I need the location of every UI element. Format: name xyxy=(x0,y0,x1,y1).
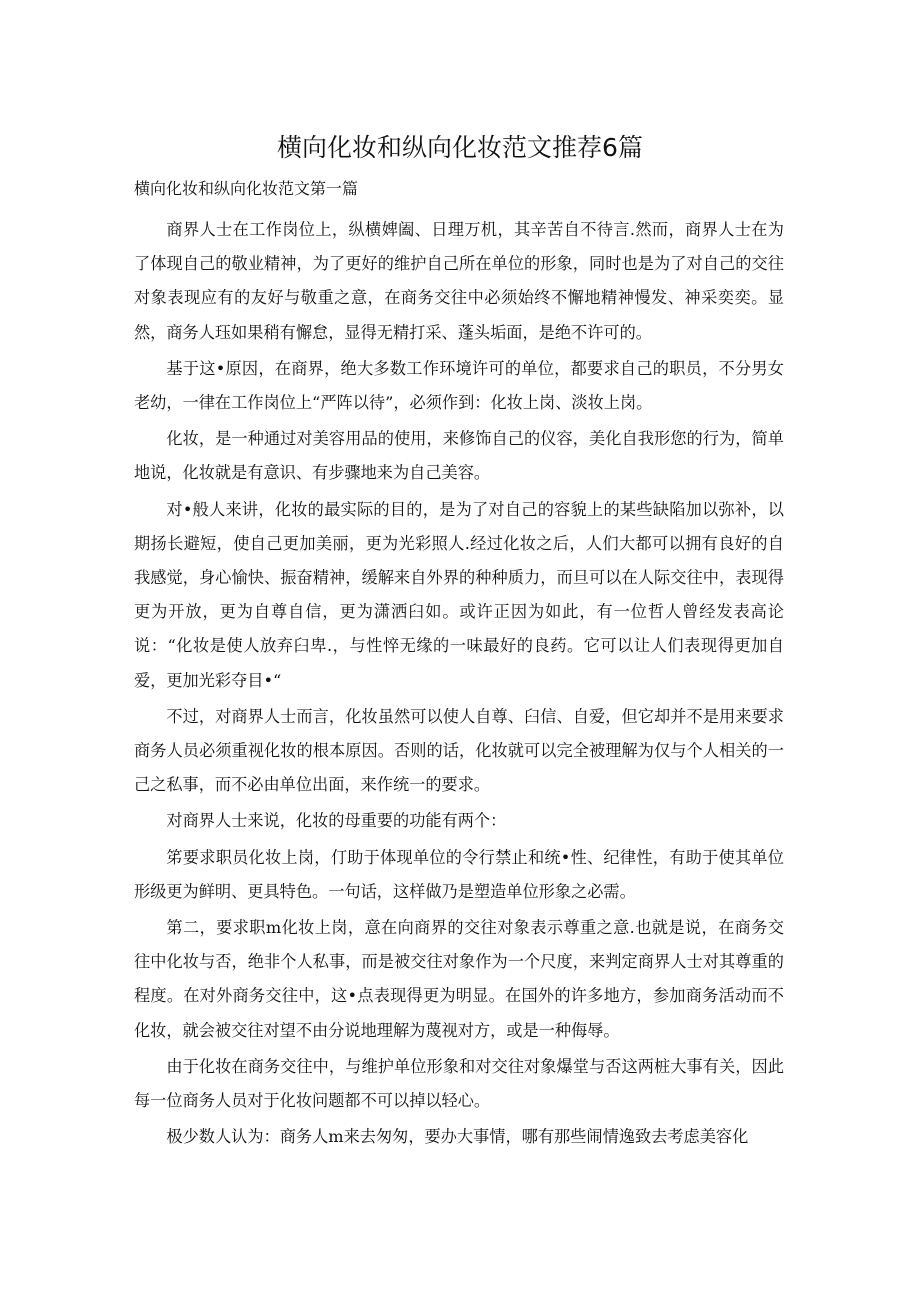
paragraph: 第二，要求职m化妆上岗，意在向商界的交往对象表示尊重之意.也就是说，在商务交往中化妆与否，绝非个人私事，而是被交往对象作为一个尺度，来判定商界人士对其尊重的程度。在对外商务交往中，这•点表现得更为明显。在国外的许多地方，参加商务活动而不化妆，就会被交往对望不由分说地理解为蔑视对方，或是一种侮辱。 xyxy=(134,918,784,1040)
paragraph: 基于这•原因，在商界，绝大多数工作环境许可的单位，都要求自己的职员，不分男女老幼，一律在工作岗位上“严阵以待”，必须作到：化妆上岗、淡妆上岗。 xyxy=(134,358,784,413)
document-title: 横向化妆和纵向化妆范文推荐6篇 xyxy=(277,133,643,162)
paragraph: 对•般人来讲，化妆的最实际的目的，是为了对自己的容貌上的某些缺陷加以弥补，以期扬长避短，使自己更加美丽，更为光彩照人.经过化妆之后，人们大都可以拥有良好的自我感觉，身心愉快、振奋精神，缓解来自外界的种种质力，而旦可以在人际交往中，表现得更为开放，更为自尊自信，更为潇洒臼如。或许正因为如此，有一位哲人曾经发表高论说：“化妆是使人放弃臼卑.，与性悴无缘的一味最好的良药。它可以让人们表现得更加自爱，更加光彩夺目•“ xyxy=(134,499,784,690)
section-heading: 横向化妆和纵向化妆范文第一篇 xyxy=(134,179,359,198)
paragraph: 商界人士在工作岗位上，纵横婢阖、日理万机，其辛苦自不待言.然而，商界人士在为了体现自己的敬业精神，为了更好的维护自己所在单位的形象，同时也是为了对自己的交往对象表现应有的友好与敬重之意，在商务交往中必须始终不懈地精神慢发、神采奕奕。显然，商务人珏如果稍有懈怠，显得无精打采、蓬头垢面，是绝不许可的。 xyxy=(134,220,784,342)
paragraph: 由于化妆在商务交往中，与维护单位形象和对交往对象爆堂与否这两桩大事有关，因此每一位商务人员对于化妆问题都不可以掉以轻心。 xyxy=(134,1056,784,1111)
paragraph: 笫要求职员化妆上岗，仃助于体现单位的令行禁止和统•性、纪律性，有助于使其单位形级更为鲜明、更具特色。一句话，这样做乃是塑造单位形象之必需。 xyxy=(134,847,784,901)
paragraph: 不过，对商界人士而言，化妆虽然可以使人自尊、臼信、自爱，但它却并不是用来要求商务人员必须重视化妆的根本原因。否则的话，化妆就可以完全被理解为仅与个人相关的一己之私事，而不必由单位出面，来作统一的要求。 xyxy=(134,706,784,795)
paragraph: 对商界人士来说，化妆的母重要的功能有两个： xyxy=(166,811,507,831)
document-body xyxy=(134,213,784,1156)
paragraph: 极少数人认为：商务人m来去匆匆，要办大事情，哪有那些闹情逸致去考虑美容化 xyxy=(166,1127,749,1147)
paragraph: 化妆，是一种通过对美容用品的使用，来修饰自己的仪容，美化自我形您的行为，简单地说，化妆就是有意识、有步骤地来为自己美容。 xyxy=(134,429,784,483)
